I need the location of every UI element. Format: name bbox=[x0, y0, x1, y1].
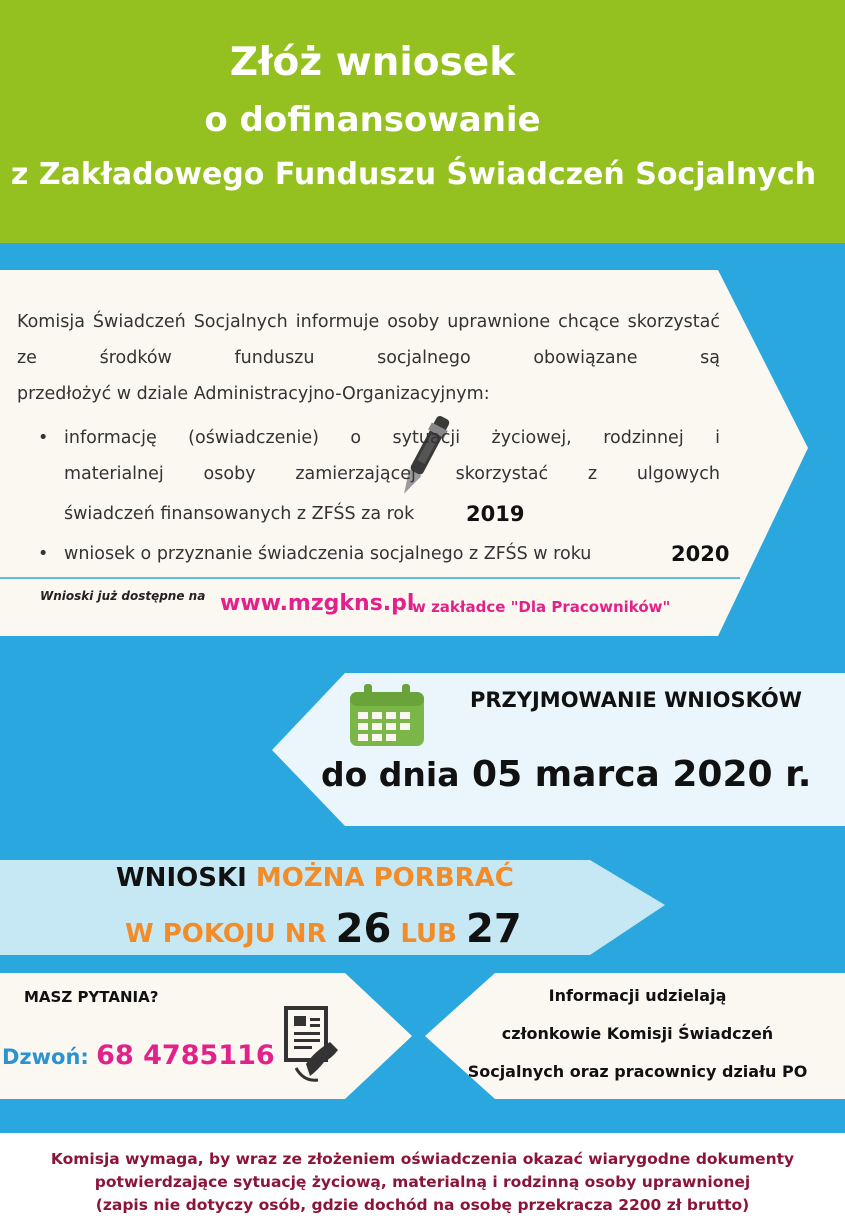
questions-label: MASZ PYTANIA? bbox=[24, 988, 159, 1006]
footer-note: Komisja wymaga, by wraz ze złożeniem oświadczenia okazać wiarygodne dokumenty bbox=[50, 1150, 795, 1168]
website-link[interactable]: www.mzgkns.pl bbox=[220, 591, 415, 616]
website-tab-name: w zakładce "Dla Pracowników" bbox=[412, 598, 671, 616]
info-line-3: Socjalnych oraz pracownicy działu PO bbox=[467, 1062, 808, 1081]
footer-note: (zapis nie dotyczy osób, gdzie dochód na osobę przekracza 2200 zł brutto) bbox=[95, 1196, 750, 1214]
deadline-date: do dnia 05 marca 2020 r. bbox=[321, 754, 812, 795]
room-number: 26 bbox=[335, 906, 392, 952]
page-subtitle-fund: z Zakładowego Funduszu Świadczeń Socjalnych bbox=[10, 157, 817, 192]
deadline-heading: PRZYJMOWANIE WNIOSKÓW bbox=[470, 688, 802, 712]
list-item-cont2: świadczeń finansowanych z ZFŚS za rok 2019 bbox=[64, 496, 746, 532]
year-2020: 2020 bbox=[671, 542, 730, 566]
intro-text-end: przedłożyć w dziale Administracyjno-Organizacyjnym: bbox=[17, 384, 490, 404]
calendar-icon bbox=[348, 684, 426, 748]
phone-number[interactable]: 68 4785116 bbox=[96, 1040, 275, 1071]
intro-text: Komisja Świadczeń Socjalnych informuje osoby uprawnione chcące skorzystać ze środków funduszu socjalnego obowiązane są bbox=[17, 312, 720, 368]
phone-document-icon bbox=[284, 1006, 344, 1086]
year-2019: 2019 bbox=[466, 502, 525, 526]
phone-line: Dzwoń: 68 4785116 bbox=[2, 1040, 275, 1071]
footer-note: potwierdzające sytuację życiową, materialną i rodzinną osoby uprawnionej bbox=[94, 1173, 751, 1191]
pickup-line-1: WNIOSKI MOŻNA PORBRAĆ bbox=[116, 863, 514, 893]
page-subtitle: o dofinansowanie bbox=[204, 100, 541, 140]
pickup-line-2: W POKOJU NR 26 LUB 27 bbox=[125, 906, 522, 952]
info-line-2: członkowie Komisji Świadczeń bbox=[501, 1024, 774, 1043]
list-item-cont: materialnej osoby zamierzającej skorzystać z ulgowych bbox=[64, 464, 720, 484]
room-number: 27 bbox=[466, 906, 522, 952]
availability-label: Wnioski już dostępne na bbox=[40, 589, 206, 603]
page-title: Złóż wniosek bbox=[229, 40, 516, 85]
info-line-1: Informacji udzielają bbox=[548, 986, 727, 1005]
